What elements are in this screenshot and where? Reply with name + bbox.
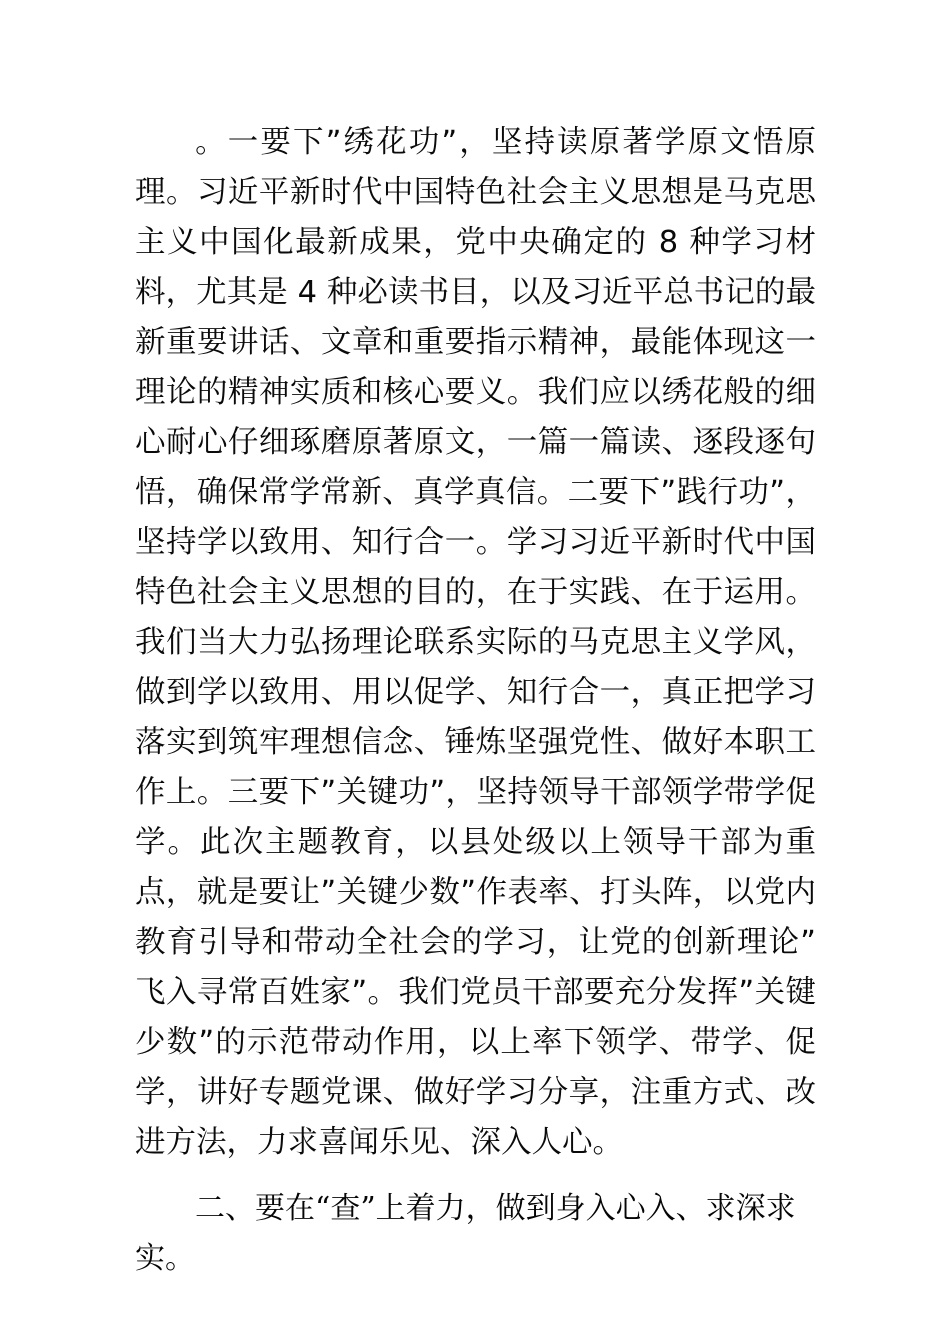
- paragraph-study-effort-text: 。一要下”绣花功”，坚持读原著学原文悟原理。习近平新时代中国特色社会主义思想是马克思主义中国化最新成果，党中央确定的 8 种学习材料，尤其是 4 种必读书目，以及习近平总书记的最新重要讲话、文章和重要指示精神，最能体现这一理论的精神实质和核心要义。我们应以绣花般的细心耐心仔细琢磨原著原文，一篇一篇读、逐段逐句悟，确保常学常新、真学真信。二要下”践行功”，坚持学以致用、知行合一。学习习近平新时代中国特色社会主义思想的目的，在于实践、在于运用。我们当大力弘扬理论联系实际的马克思主义学风，做到学以致用、用以促学、知行合一，真正把学习落实到筑牢理想信念、锤炼坚强党性、做好本职工作上。三要下”关键功”，坚持领导干部领学带学促学。此次主题教育，以县处级以上领导干部为重点，就是要让”关键少数”作表率、打头阵，以党内教育引导和带动全社会的学习，让党的创新理论”飞入寻常百姓家”。我们党员干部要充分发挥”关键少数”的示范带动作用，以上率下领学、带学、促学，讲好专题党课、做好学习分享，注重方式、改进方法，力求喜闻乐见、深入人心。: [135, 125, 816, 1160]
- paragraph-study-effort: [135, 118, 816, 1168]
- paragraph-heading-cha-text: 二、要在“查”上着力，做到身入心入、求深求实。: [135, 1191, 796, 1276]
- paragraph-heading-cha: [135, 1184, 816, 1284]
- text-column: [135, 118, 816, 1284]
